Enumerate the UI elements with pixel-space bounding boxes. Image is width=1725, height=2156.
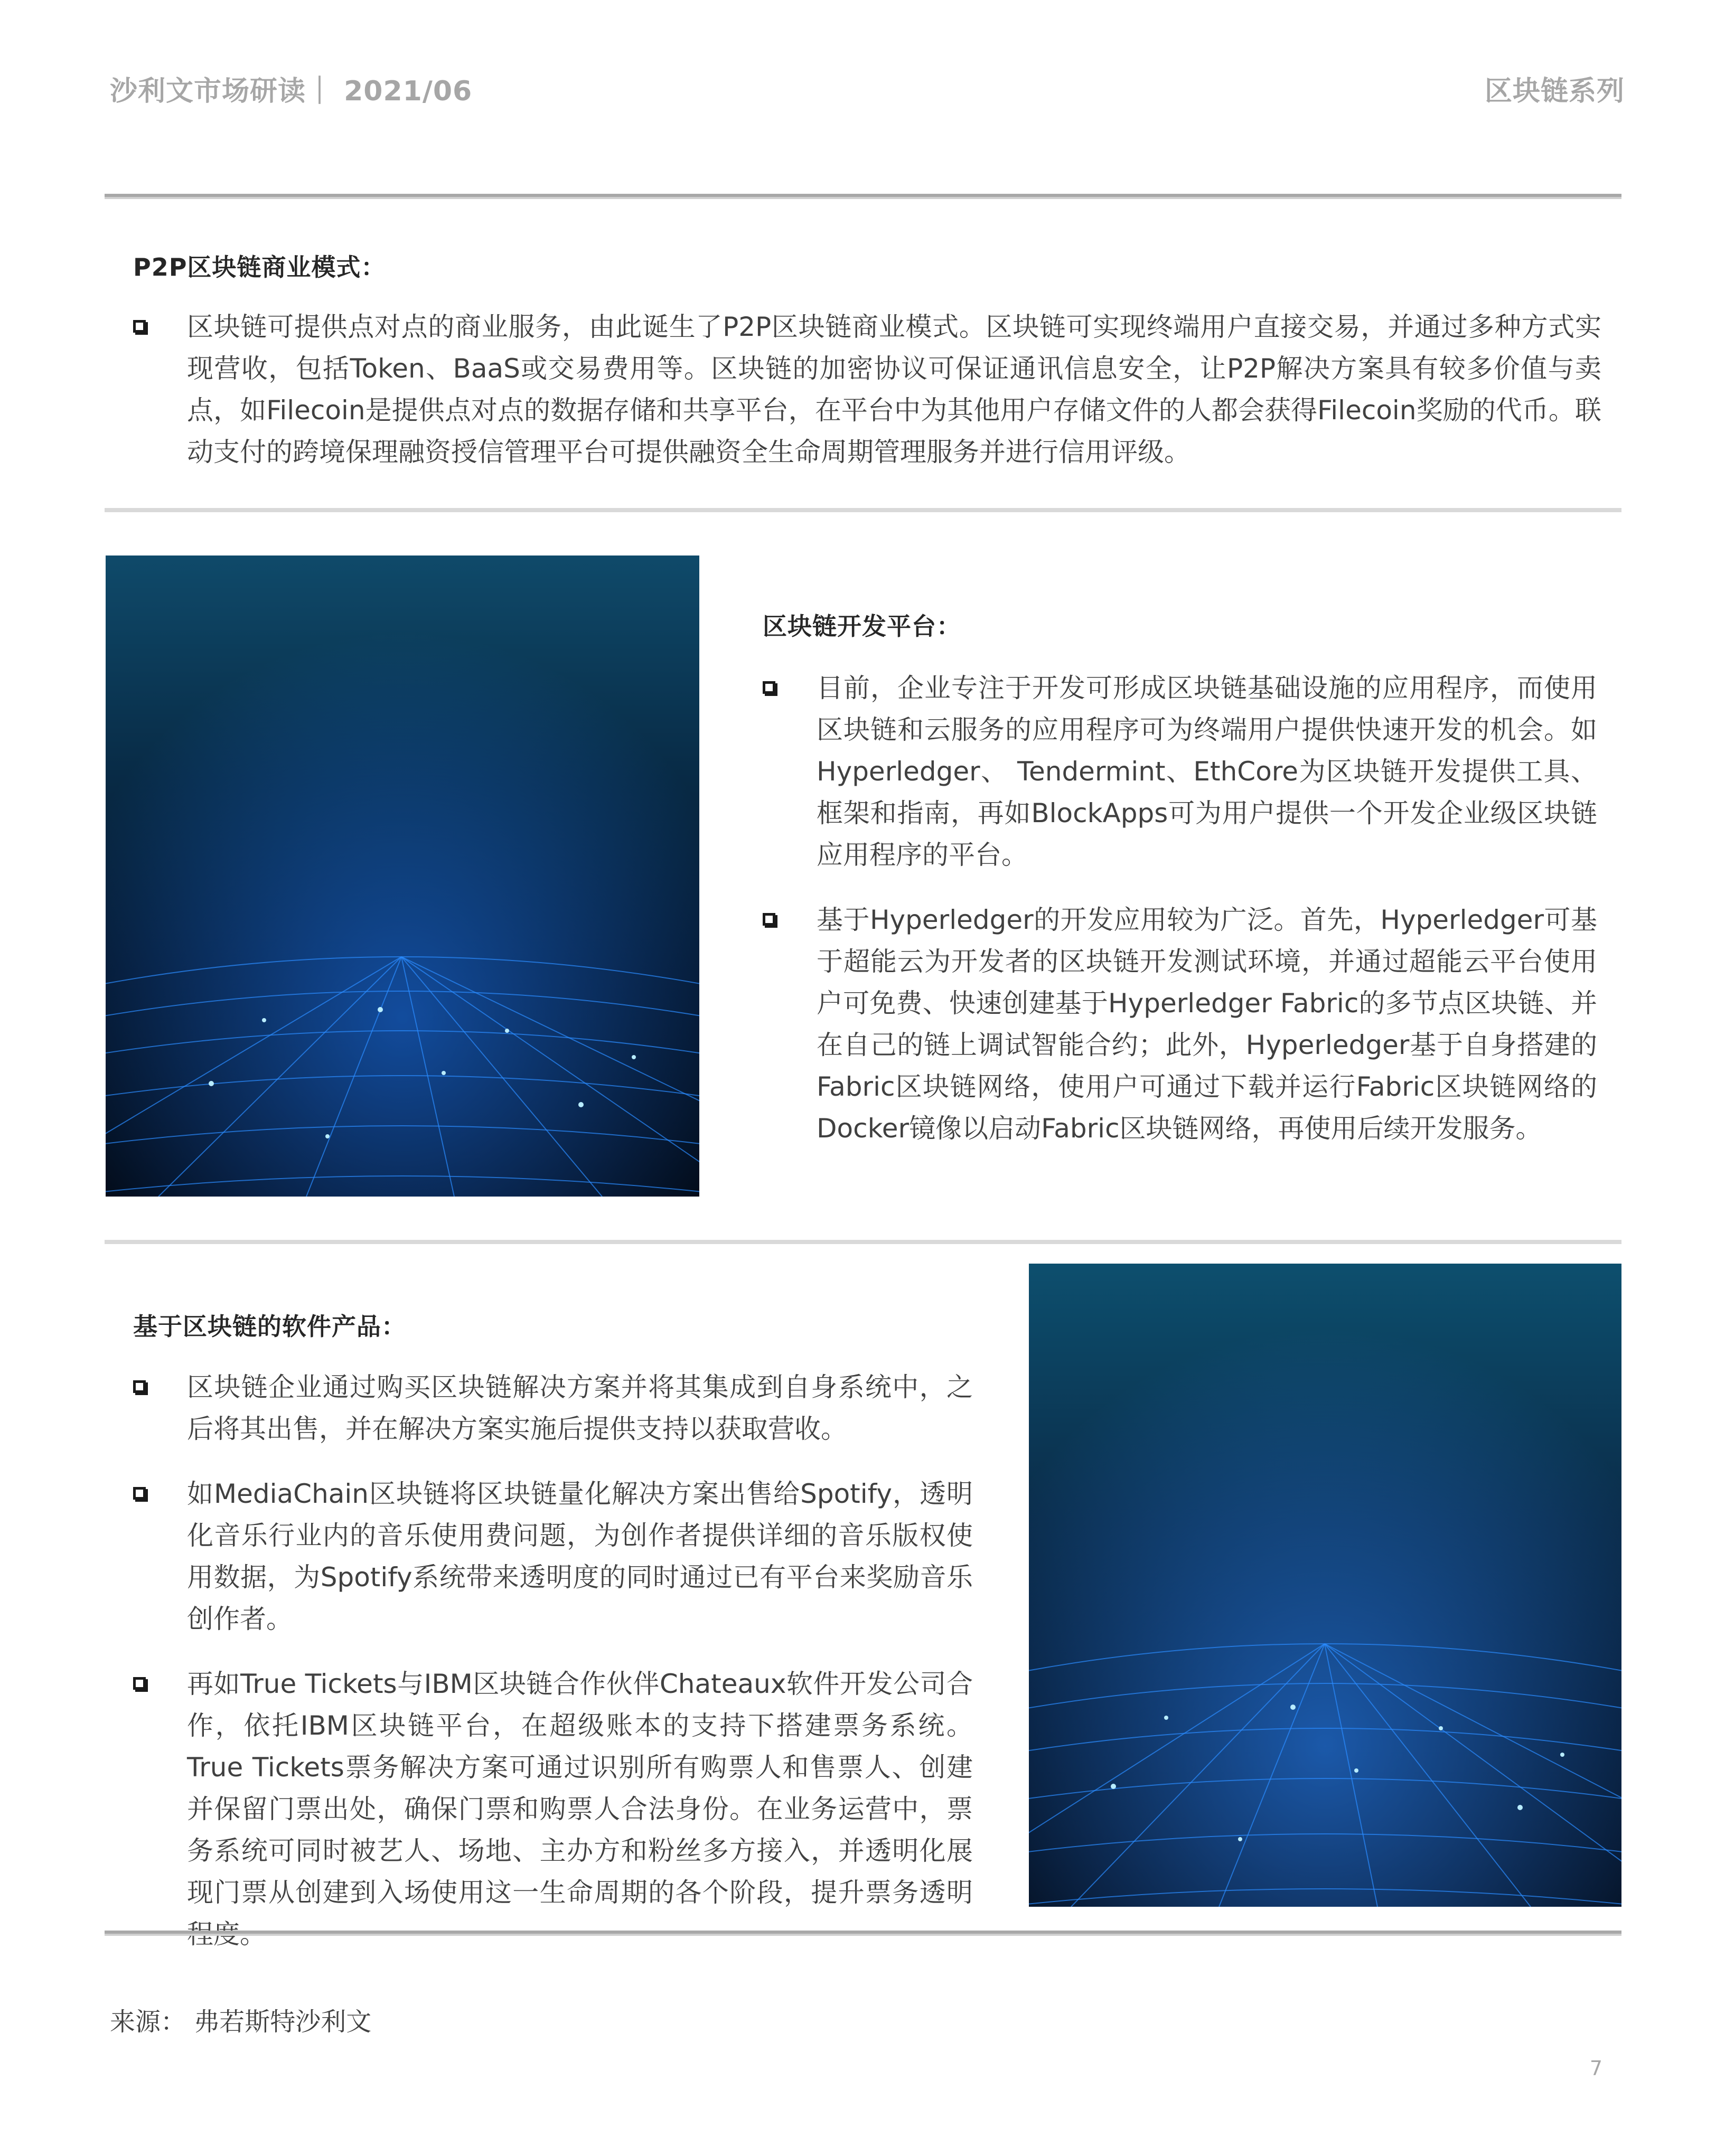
blockchain-network-image-1 — [106, 556, 699, 1197]
list-item — [133, 306, 1601, 473]
divider — [105, 508, 1621, 512]
bullet-text: 再如True Tickets与IBM区块链合作伙伴Chateaux软件开发公司合作，依托IBM区块链平台，在超级账本的支持下搭建票务系统。True Tickets票务解决方案可通过识别所有购票人和售票人、创建并保留门票出处，确保门票和购票人合法身份。在业务运营中，票务系统可同时被艺人、场地、主办方和粉丝多方接入，并透明化展现门票从创建到入场使用这一生命周期的各个阶段，提升票务透明 — [187, 1669, 973, 1908]
list-item — [133, 1663, 973, 1955]
network-grid-illustration — [1029, 1264, 1621, 1907]
bullet-text: 区块链可提供点对点的商业服务，由此诞生了P2P区块链商业模式。区块链可实现终端用户直接交易，并通过多种方式实现营收，包括Token、BaaS或交易费用等。区块链的加密协议可保证通讯信息安全，让P2P解决方案具有较多价值与卖点，如Filecoin是提供点对点的数据存储和共享平台，在平台中为其他用户存储文件的人都会获得Filecoin奖励的代币。联动支付的跨境保理融资授信管理平台可提供融资全生命周期管理服务并进行信用评级。 — [187, 312, 1601, 467]
checkbox-bullet-icon — [133, 1487, 146, 1500]
header-report-title: 沙利文市场研读｜ 2021/06 — [110, 76, 473, 107]
bullet-text: 区块链企业通过购买区块链解决方案并将其集成到自身系统中，之后将其出售，并在解决方案实施后提供支持以获取营收。 — [187, 1372, 973, 1444]
section-title-dev-platform: 区块链开发平台： — [763, 612, 961, 641]
network-grid-illustration — [106, 556, 699, 1197]
bullet-text: 目前，企业专注于开发可形成区块链基础设施的应用程序，而使用区块链和云服务的应用程序可为终端用户提供快速开发的机会。如Hyperledger、 Tendermint、EthCore为区块链开发提供工具、框架和指南，再如BlockApps可为用户提供一个开发企业级区块链应用程序的平台。 — [817, 673, 1597, 870]
divider — [105, 1240, 1621, 1244]
software-products-bullet-list — [133, 1367, 973, 1979]
checkbox-bullet-icon — [763, 913, 775, 926]
list-item — [763, 667, 1597, 876]
section-title-p2p: P2P区块链商业模式： — [133, 253, 386, 281]
bullet-text: 基于Hyperledger的开发应用较为广泛。首先，Hyperledger可基于超能云为开发者的区块链开发测试环境，并通过超能云平台使用户可免费、快速创建基于Hyperledger Fabric的多节点区块链、并在自己的链上调试智能合约；此外，Hyperledger基于自身搭建的Fabric区块链网络，使用户可通过下载并运行Fabric区块链网络的Docker镜像以启动Fabric区块链网络，再使用后续开发服务。 — [817, 905, 1597, 1144]
checkbox-bullet-icon — [763, 681, 775, 694]
checkbox-bullet-icon — [133, 320, 146, 333]
page-number: 7 — [1589, 2057, 1602, 2080]
dev-platform-bullet-list — [763, 667, 1597, 1173]
checkbox-bullet-icon — [133, 1677, 146, 1690]
list-item — [763, 899, 1597, 1150]
section-title-software-products: 基于区块链的软件产品： — [133, 1312, 406, 1341]
p2p-bullet-list — [133, 306, 1601, 496]
bullet-text: 如MediaChain区块链将区块链量化解决方案出售给Spotify，透明化音乐行业内的音乐使用费问题，为创作者提供详细的音乐版权使用数据，为Spotify系统带来透明度的同时通过已有平台来奖励音乐创作者。 — [187, 1479, 973, 1634]
header-series-name: 区块链系列 — [1484, 76, 1625, 107]
top-divider — [105, 194, 1621, 199]
source-note: 来源： 弗若斯特沙利文 — [110, 2007, 372, 2037]
list-item — [133, 1473, 973, 1640]
list-item — [133, 1367, 973, 1450]
blockchain-network-image-2 — [1029, 1264, 1621, 1907]
bottom-divider — [105, 1931, 1621, 1936]
checkbox-bullet-icon — [133, 1380, 146, 1393]
